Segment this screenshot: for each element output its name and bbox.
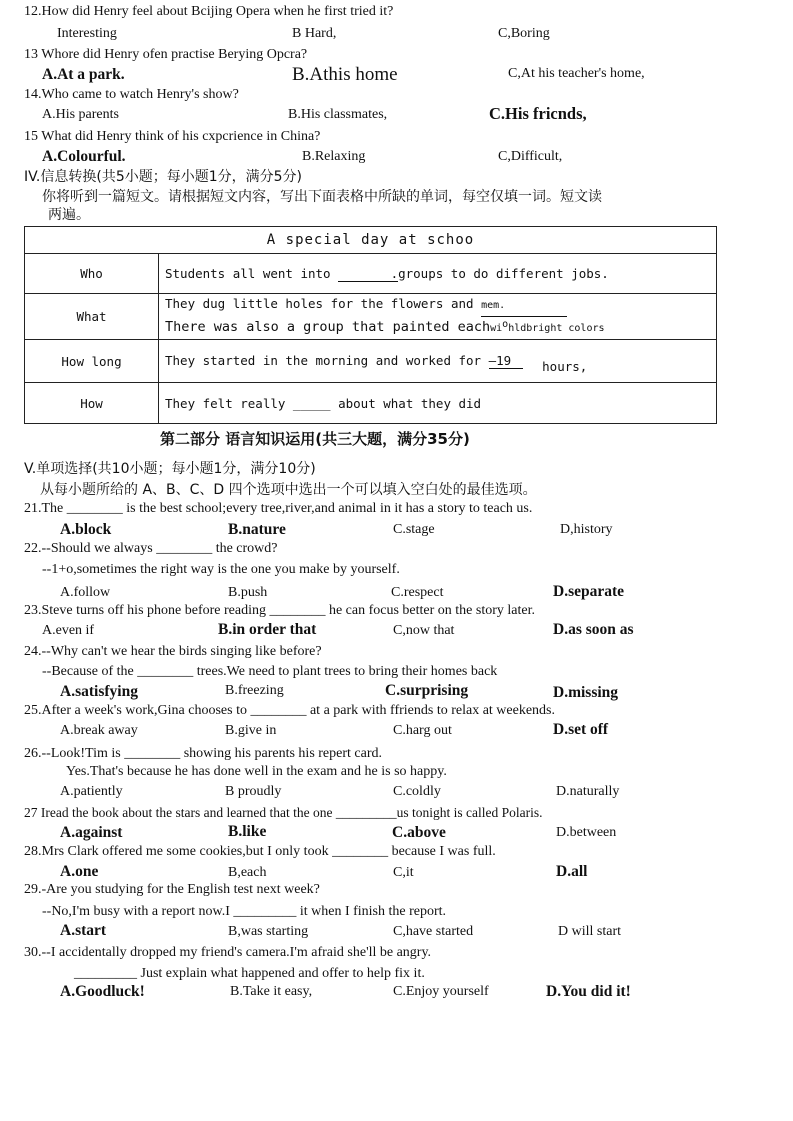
question-26-stem-2: Yes.That's because he has done well in the exam and he is so happy. — [66, 764, 447, 779]
row-text: They started in the morning and worked for — [165, 353, 482, 368]
question-28-option-c[interactable]: C,it — [393, 865, 414, 880]
part4-title: IV.信息转换(共5小题；每小题1分，满分5分) — [24, 169, 302, 185]
question-30-stem: 30.--I accidentally dropped my friend's camera.I'm afraid she'll be angry. — [24, 945, 432, 960]
question-12-option-b[interactable]: B Hard, — [292, 26, 337, 41]
part4-instruction-line1: 你将听到一篇短文。请根据短文内容，写出下面表格中所缺的单词，每空仅填一词。短文读 — [42, 189, 602, 205]
question-29-option-c[interactable]: C,have started — [393, 924, 474, 939]
question-27-option-d[interactable]: D.between — [556, 825, 617, 840]
row-content-what — [159, 294, 717, 340]
question-26-option-c[interactable]: C.coldly — [393, 784, 441, 799]
part5-title: V.单项选择(共10小题；每小题1分，满分10分) — [24, 461, 316, 477]
row-label-how-long: How long — [25, 340, 159, 383]
question-23-option-a[interactable]: A.even if — [42, 623, 95, 638]
part5-instruction: 从每小题所给的 A、B、C、D 四个选项中选出一个可以填入空白处的最佳选项。 — [40, 482, 537, 498]
question-28-option-b[interactable]: B,each — [228, 865, 267, 880]
table-row — [25, 294, 717, 340]
question-30-option-a[interactable]: A.Goodluck! — [60, 983, 145, 1000]
table-header: A special day at schoo — [25, 227, 717, 254]
question-26-option-b[interactable]: B proudly — [225, 784, 282, 799]
question-15-option-b[interactable]: B.Relaxing — [302, 149, 366, 164]
row-text-2: groups to do different jobs. — [398, 265, 609, 281]
question-29-option-b[interactable]: B,was starting — [228, 924, 309, 939]
question-24-stem-2: --Because of the ________ trees.We need to plant trees to bring their homes back — [42, 664, 498, 679]
question-22-stem: 22.--Should we always ________ the crowd? — [24, 541, 278, 556]
row-text-3: bright colors — [526, 323, 605, 334]
question-24-option-a[interactable]: A.satisfying — [60, 683, 138, 700]
row-content-how: They felt really _____ about what they did — [159, 383, 717, 424]
question-14-option-c[interactable]: C.His fricnds, — [489, 104, 587, 123]
part2-title: 第二部分 语言知识运用(共三大题，满分35分) — [160, 430, 470, 448]
question-22-option-a[interactable]: A.follow — [60, 585, 111, 600]
row-fragment-1: wi — [490, 323, 503, 334]
row-text: They dug little holes for the flowers and — [165, 296, 474, 311]
question-12-stem: 12.How did Henry feel about Bcijing Opera when he first tried it? — [24, 4, 394, 19]
answer-blank[interactable]: —19 — [489, 353, 523, 369]
question-12-option-c[interactable]: C,Boring — [498, 26, 550, 41]
question-12-option-a[interactable]: Interesting — [57, 26, 117, 41]
question-30-option-d[interactable]: D.You did it! — [546, 983, 631, 1000]
part4-instruction-line2: 两遍。 — [48, 207, 90, 223]
question-26-option-a[interactable]: A.patiently — [60, 784, 123, 799]
question-21-option-a[interactable]: A.block — [60, 521, 112, 538]
question-24-option-b[interactable]: B.freezing — [225, 683, 284, 698]
question-28-option-a[interactable]: A.one — [60, 863, 99, 880]
row-label-who: Who — [25, 254, 159, 294]
question-13-stem: 13 Whore did Henry ofen practise Berying Opcra? — [24, 47, 308, 62]
question-25-stem: 25.After a week's work,Gina chooses to ________ at a park with ffriends to relax at weekends. — [24, 703, 556, 718]
question-27-option-a[interactable]: A.against — [60, 824, 123, 841]
question-29-option-a[interactable]: A.start — [60, 922, 107, 939]
row-fragment-3: hld — [508, 323, 527, 334]
question-27-stem: 27 Iread the book about the stars and learned that the one _________us tonight is called Polaris. — [24, 805, 543, 820]
question-13-option-c[interactable]: C,At his teacher's home, — [508, 66, 645, 81]
question-23-option-d[interactable]: D.as soon as — [553, 621, 634, 638]
answer-blank[interactable]: . — [338, 266, 398, 282]
question-26-stem: 26.--Look!Tim is ________ showing his parents his repert card. — [24, 746, 382, 761]
question-30-stem-2: _________ Just explain what happened and offer to help fix it. — [74, 966, 425, 981]
question-24-option-c[interactable]: C.surprising — [385, 682, 469, 699]
question-24-option-d[interactable]: D.missing — [553, 684, 619, 701]
question-23-option-c[interactable]: C,now that — [393, 623, 455, 638]
question-30-option-c[interactable]: C.Enjoy yourself — [393, 984, 489, 999]
question-25-option-b[interactable]: B.give in — [225, 723, 277, 738]
question-15-option-c[interactable]: C,Difficult, — [498, 149, 563, 164]
question-25-option-a[interactable]: A.break away — [60, 723, 138, 738]
table-row — [25, 254, 717, 294]
row-content-who — [159, 254, 717, 294]
info-table — [24, 226, 717, 424]
question-28-option-d[interactable]: D.all — [556, 863, 588, 880]
question-25-option-c[interactable]: C.harg out — [393, 723, 452, 738]
question-23-option-b[interactable]: B.in order that — [218, 621, 317, 638]
question-27-option-b[interactable]: B.like — [228, 823, 267, 840]
question-21-option-c[interactable]: C.stage — [393, 522, 435, 537]
question-28-stem: 28.Mrs Clark offered me some cookies,but I only took ________ because I was full. — [24, 844, 496, 859]
question-22-option-b[interactable]: B.push — [228, 585, 268, 600]
question-25-option-d[interactable]: D.set off — [553, 721, 609, 738]
question-22-stem-2: --1+o,sometimes the right way is the one you make by yourself. — [42, 562, 400, 577]
question-21-stem: 21.The ________ is the best school;every tree,river,and animal in it has a story to teach us. — [24, 501, 533, 516]
row-label-what: What — [25, 294, 159, 340]
question-13-option-b[interactable]: B.Athis home — [292, 64, 398, 85]
question-23-stem: 23.Steve turns off his phone before reading ________ he can focus better on the story later. — [24, 603, 535, 618]
question-29-stem-2: --No,I'm busy with a report now.I _________ it when I finish the report. — [42, 904, 447, 919]
question-26-option-d[interactable]: D.naturally — [556, 784, 620, 799]
question-14-stem: 14.Who came to watch Henry's show? — [24, 87, 239, 102]
table-row — [25, 383, 717, 424]
question-15-option-a[interactable]: A.Colourful. — [42, 148, 126, 165]
question-21-option-b[interactable]: B.nature — [228, 521, 286, 538]
row-text-2: hours, — [542, 359, 588, 374]
question-27-option-c[interactable]: C.above — [392, 824, 446, 841]
row-label-how: How — [25, 383, 159, 424]
question-21-option-d[interactable]: D,history — [560, 522, 613, 537]
question-30-option-b[interactable]: B.Take it easy, — [230, 984, 313, 999]
question-29-option-d[interactable]: D will start — [558, 924, 621, 939]
row-fragment-2: o — [502, 319, 509, 330]
question-24-stem: 24.--Why can't we hear the birds singing like before? — [24, 644, 322, 659]
question-14-option-b[interactable]: B.His classmates, — [288, 107, 388, 122]
row-content-how-long — [159, 340, 717, 383]
question-13-option-a[interactable]: A.At a park. — [42, 66, 125, 83]
question-15-stem: 15 What did Henry think of his cxpcrience in China? — [24, 129, 321, 144]
answer-blank[interactable]: mem. — [481, 296, 567, 317]
row-text: Students all went into — [165, 265, 331, 281]
question-29-stem: 29.-Are you studying for the English test next week? — [24, 882, 320, 897]
table-row — [25, 340, 717, 383]
row-text-2: There was also a group that painted each — [165, 319, 491, 335]
question-14-option-a[interactable]: A.His parents — [42, 107, 119, 122]
question-22-option-c[interactable]: C.respect — [391, 585, 444, 600]
question-22-option-d[interactable]: D.separate — [553, 583, 625, 600]
